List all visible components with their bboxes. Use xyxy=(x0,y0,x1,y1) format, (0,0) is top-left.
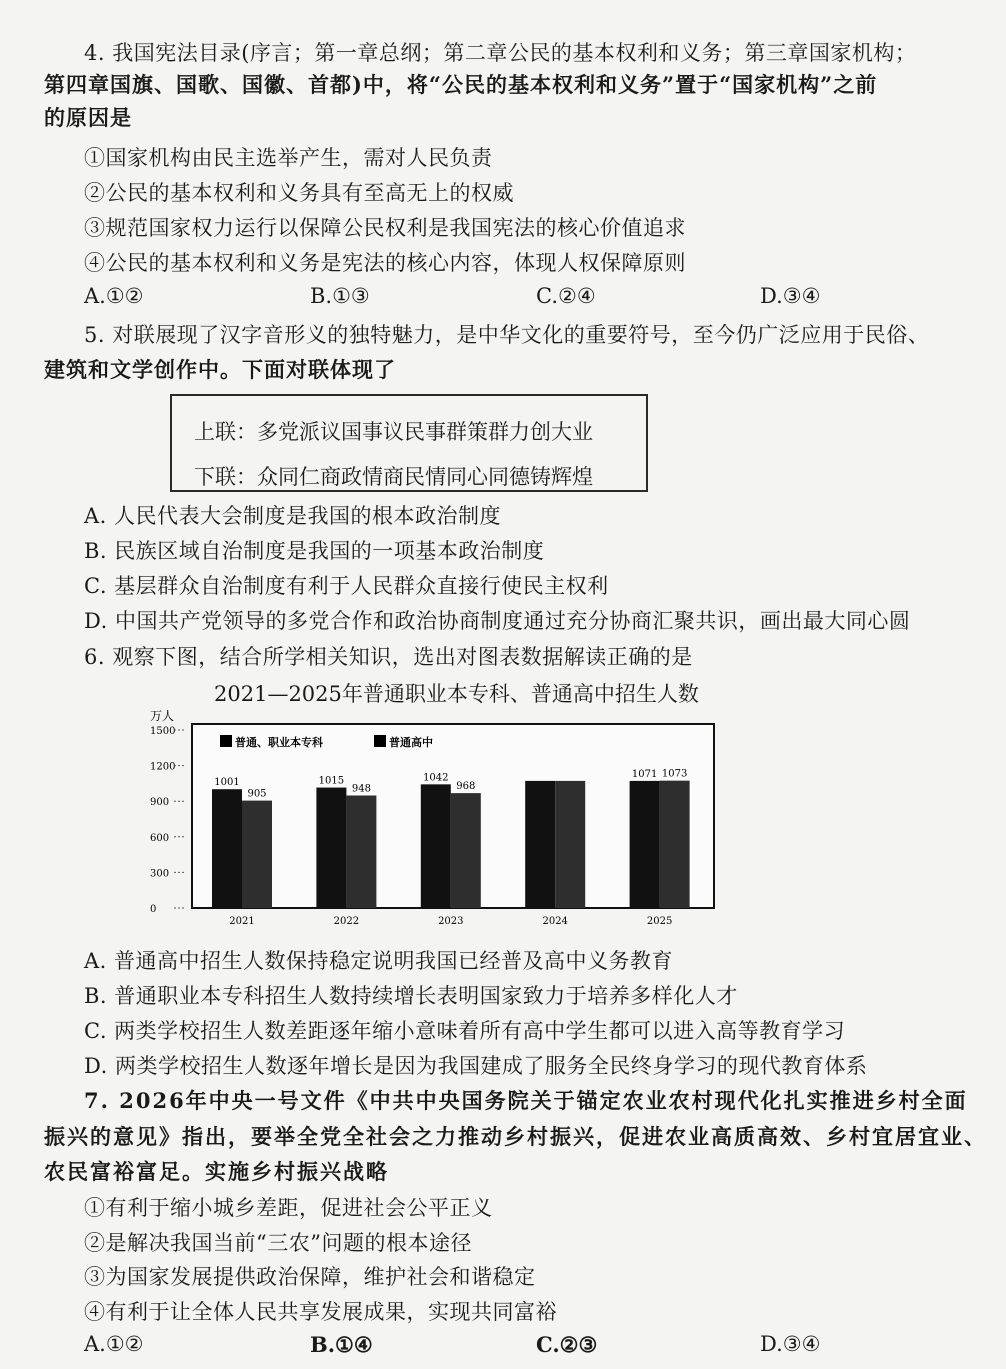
q4-stem-line3: 的原因是 xyxy=(44,105,132,130)
q4-option-b[interactable]: B.①③ xyxy=(310,284,370,308)
x-tick-label: 2021 xyxy=(229,916,255,927)
q5-stem: 5. 对联展现了汉字音形义的独特魅力，是中华文化的重要符号，至今仍广泛应用于民俗、 xyxy=(84,323,930,347)
couplet-box xyxy=(170,394,648,492)
q4-option-a[interactable]: A.①② xyxy=(84,284,144,308)
couplet-lower: 下联：众同仁商政情商民情同心同德铸辉煌 xyxy=(194,465,593,489)
legend-swatch-2 xyxy=(374,735,386,747)
y-tick-label: 300 xyxy=(150,868,170,880)
y-tick-label: 1500 xyxy=(150,726,176,737)
y-tick-label: 600 xyxy=(150,832,170,844)
x-tick-label: 2025 xyxy=(646,916,673,927)
x-tick-label: 2023 xyxy=(438,916,464,927)
legend-label-2: 普通高中 xyxy=(389,736,433,749)
q7-item-4: ④有利于让全体人民共享发展成果，实现共同富裕 xyxy=(84,1300,557,1324)
q7-item-3: ③为国家发展提供政治保障，维护社会和谐稳定 xyxy=(84,1265,536,1289)
bar-2025-series-1 xyxy=(630,781,660,908)
q5-option-a[interactable]: A. 人民代表大会制度是我国的根本政治制度 xyxy=(84,504,502,528)
q7-stem-line3: 农民富裕富足。实施乡村振兴战略 xyxy=(44,1159,389,1184)
q4-item-1: ①国家机构由民主选举产生，需对人民负责 xyxy=(84,146,493,170)
q4-stem-line2: 第四章国旗、国歌、国徽、首都)中，将“公民的基本权利和义务”置于“国家机构”之前 xyxy=(44,72,878,97)
enrollment-bar-chart xyxy=(140,702,740,932)
data-label-2025-series-2: 1073 xyxy=(661,768,688,780)
data-label-2023-series-2: 968 xyxy=(456,781,476,793)
bar-2024-series-2 xyxy=(555,781,585,908)
q4-stem: 4. 我国宪法目录(序言；第一章总纲；第二章公民的基本权利和义务；第三章国家机构； xyxy=(84,41,917,65)
q4-option-c[interactable]: C.②④ xyxy=(536,284,596,308)
legend-label-1: 普通、职业本专科 xyxy=(235,736,323,749)
x-tick-label: 2022 xyxy=(333,916,360,927)
q6-option-b[interactable]: B. 普通职业本专科招生人数持续增长表明国家致力于培养多样化人才 xyxy=(84,984,738,1008)
q4-option-d[interactable]: D.③④ xyxy=(760,284,821,308)
q7-option-b[interactable]: B.①④ xyxy=(310,1332,373,1357)
data-label-2025-series-1: 1071 xyxy=(631,768,658,780)
bar-2023-series-2 xyxy=(451,793,481,908)
q7-item-1: ①有利于缩小城乡差距，促进社会公平正义 xyxy=(84,1196,493,1220)
q7-options xyxy=(84,1332,984,1362)
legend-swatch-1 xyxy=(220,735,232,747)
q7-stem: 7. 2026年中央一号文件《中共中央国务院关于锚定农业农村现代化扎实推进乡村全面 xyxy=(84,1088,968,1113)
q5-stem-line2: 建筑和文学创作中。下面对联体现了 xyxy=(44,357,396,382)
bar-2022-series-1 xyxy=(316,788,346,908)
q4-item-4: ④公民的基本权利和义务是宪法的核心内容，体现人权保障原则 xyxy=(84,251,686,275)
q7-item-2: ②是解决我国当前“三农”问题的根本途径 xyxy=(84,1231,472,1255)
chart-title: 2021—2025年普通职业本专科、普通高中招生人数 xyxy=(214,682,699,706)
q6-option-a[interactable]: A. 普通高中招生人数保持稳定说明我国已经普及高中义务教育 xyxy=(84,949,674,973)
bar-2023-series-1 xyxy=(421,784,451,908)
y-tick-label: 1200 xyxy=(150,761,176,773)
q7-option-d[interactable]: D.③④ xyxy=(760,1332,821,1356)
bar-2025-series-2 xyxy=(660,781,690,908)
bar-2021-series-1 xyxy=(212,789,242,908)
q5-option-b[interactable]: B. 民族区域自治制度是我国的一项基本政治制度 xyxy=(84,539,545,563)
q4-item-3: ③规范国家权力运行以保障公民权利是我国宪法的核心价值追求 xyxy=(84,216,686,240)
q7-stem-line2: 振兴的意见》指出，要举全党全社会之力推动乡村振兴，促进农业高质高效、乡村宜居宜业、 xyxy=(44,1124,987,1149)
y-tick-label: 900 xyxy=(150,797,170,809)
x-tick-label: 2024 xyxy=(542,916,568,927)
data-label-2021-series-1: 1001 xyxy=(214,777,240,789)
q7-option-c[interactable]: C.②③ xyxy=(536,1332,598,1357)
data-label-2022-series-1: 1015 xyxy=(318,775,345,787)
bar-2021-series-2 xyxy=(242,801,272,908)
q6-option-c[interactable]: C. 两类学校招生人数差距逐年缩小意味着所有高中学生都可以进入高等教育学习 xyxy=(84,1019,846,1043)
bar-2022-series-2 xyxy=(346,796,376,908)
couplet-upper: 上联：多党派议国事议民事群策群力创大业 xyxy=(194,420,593,444)
y-axis-label: 万人 xyxy=(150,709,175,723)
data-label-2022-series-2: 948 xyxy=(351,783,371,795)
y-tick-label: 0 xyxy=(150,904,157,915)
q6-stem: 6. 观察下图，结合所学相关知识，选出对图表数据解读正确的是 xyxy=(84,645,693,669)
data-label-2021-series-2: 905 xyxy=(247,788,267,800)
q4-options xyxy=(84,284,984,314)
q4-item-2: ②公民的基本权利和义务具有至高无上的权威 xyxy=(84,181,514,205)
q7-option-a[interactable]: A.①② xyxy=(84,1332,144,1356)
bar-2024-series-1 xyxy=(525,781,555,908)
data-label-2023-series-1: 1042 xyxy=(423,772,449,784)
q6-option-d[interactable]: D. 两类学校招生人数逐年增长是因为我国建成了服务全民终身学习的现代教育体系 xyxy=(84,1054,868,1078)
q5-option-d[interactable]: D. 中国共产党领导的多党合作和政治协商制度通过充分协商汇聚共识，画出最大同心圆 xyxy=(84,609,911,633)
q5-option-c[interactable]: C. 基层群众自治制度有利于人民群众直接行使民主权利 xyxy=(84,574,609,598)
